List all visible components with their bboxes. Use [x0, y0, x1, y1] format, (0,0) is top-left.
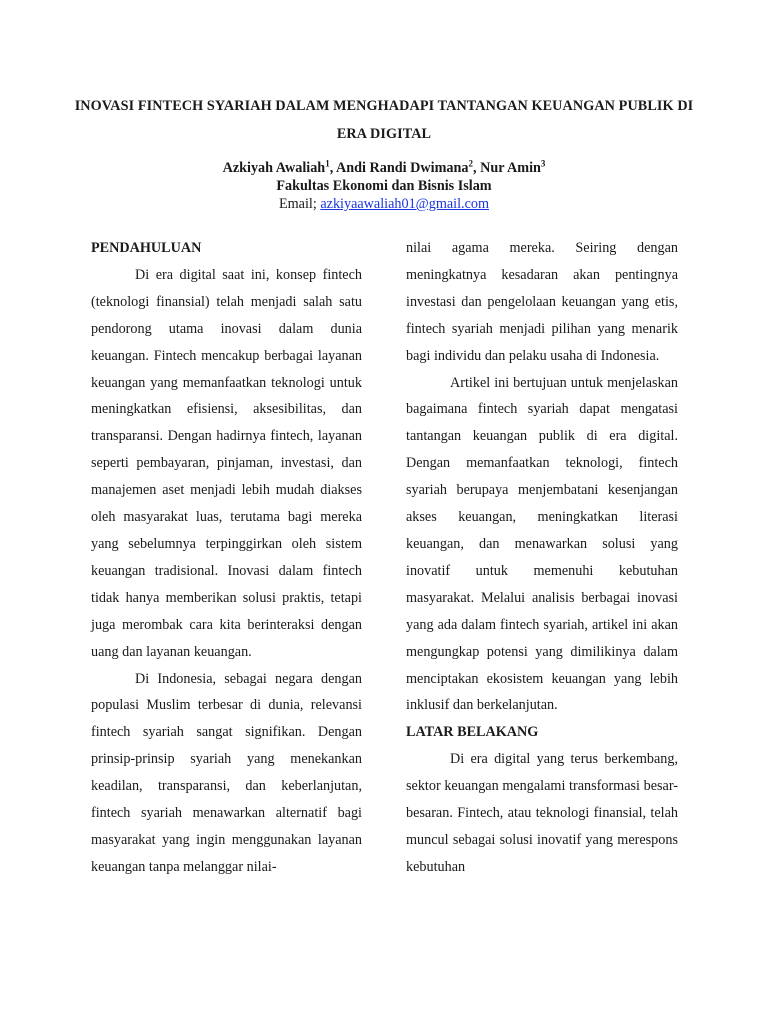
body-paragraph: Di era digital yang terus berkembang, sektor keuangan mengalami transformasi besar-besaran. Fintech, atau teknologi finansial, telah muncul sebagai solusi inovatif yang merespons kebutuhan: [406, 751, 678, 875]
author-name: Azkiyah Awaliah: [222, 160, 326, 176]
author-name: Nur Amin: [480, 160, 541, 176]
body-paragraph: Di era digital saat ini, konsep fintech (teknologi finansial) telah menjadi salah satu pendorong utama inovasi dalam dunia keuangan. Fintech mencakup berbagai layanan keuangan yang memanfaatkan teknologi untuk meningkatkan efisiensi, aksesibilitas, dan transparansi. Dengan hadirnya fintech, layanan seperti pembayaran, pinjaman, investasi, dan manajemen aset menjadi lebih mudah diakses oleh masyarakat luas, terutama bagi mereka yang sebelumnya terpinggirkan oleh sistem keuangan tradisional. Inovasi dalam fintech tidak hanya memberikan solusi praktis, tetapi juga merombak cara kita berinteraksi dengan uang dan layanan keuangan.: [91, 266, 362, 660]
body-paragraph-continued: nilai agama mereka. Seiring dengan meningkatnya kesadaran akan pentingnya investasi dan pengelolaan keuangan yang etis, fintech syariah menjadi pilihan yang menarik bagi individu dan pelaku usaha di Indonesia.: [406, 240, 678, 364]
right-column: [406, 235, 678, 881]
left-column: [91, 235, 362, 881]
section-heading-pendahuluan: PENDAHULUAN: [91, 240, 202, 256]
author-affiliation-number: 2: [468, 158, 473, 169]
email-label: Email;: [278, 196, 321, 212]
author-separator: ,: [472, 160, 481, 176]
section-heading-latar-belakang: LATAR BELAKANG: [406, 724, 539, 741]
email-link[interactable]: azkiyaawaliah01@gmail.com: [320, 196, 490, 212]
body-paragraph: Di Indonesia, sebagai negara dengan populasi Muslim terbesar di dunia, relevansi fintech syariah sangat signifikan. Dengan prinsip-prinsip syariah yang menekankan keadilan, transparansi, dan keberlanjutan, fintech syariah menawarkan alternatif bagi masyarakat yang ingin menggunakan layanan keuangan tanpa melanggar nilai-: [91, 670, 362, 875]
body-paragraph: Artikel ini bertujuan untuk menjelaskan bagaimana fintech syariah dapat mengatasi tantangan keuangan publik di era digital. Dengan memanfaatkan teknologi, fintech syariah berupaya menjembatani kesenjangan akses keuangan, meningkatkan literasi keuangan, dan menawarkan solusi yang inovatif untuk memenuhi kebutuhan masyarakat. Melalui analisis berbagai inovasi yang ada dalam fintech syariah, artikel ini akan mengungkap potensi yang dimilikinya dalam menciptakan ekosistem keuangan yang lebih inklusif dan berkelanjutan.: [406, 374, 678, 714]
author-list: [60, 159, 708, 177]
author-affiliation: Fakultas Ekonomi dan Bisnis Islam: [276, 178, 492, 194]
contact-email: [60, 195, 708, 213]
paper-title: INOVASI FINTECH SYARIAH DALAM MENGHADAPI TANTANGAN KEUANGAN PUBLIK DI ERA DIGITAL: [74, 98, 694, 142]
author-name: Andi Randi Dwimana: [336, 160, 469, 176]
author-affiliation-number: 3: [540, 158, 546, 169]
author-affiliation-number: 1: [325, 158, 330, 169]
author-separator: ,: [329, 160, 337, 176]
